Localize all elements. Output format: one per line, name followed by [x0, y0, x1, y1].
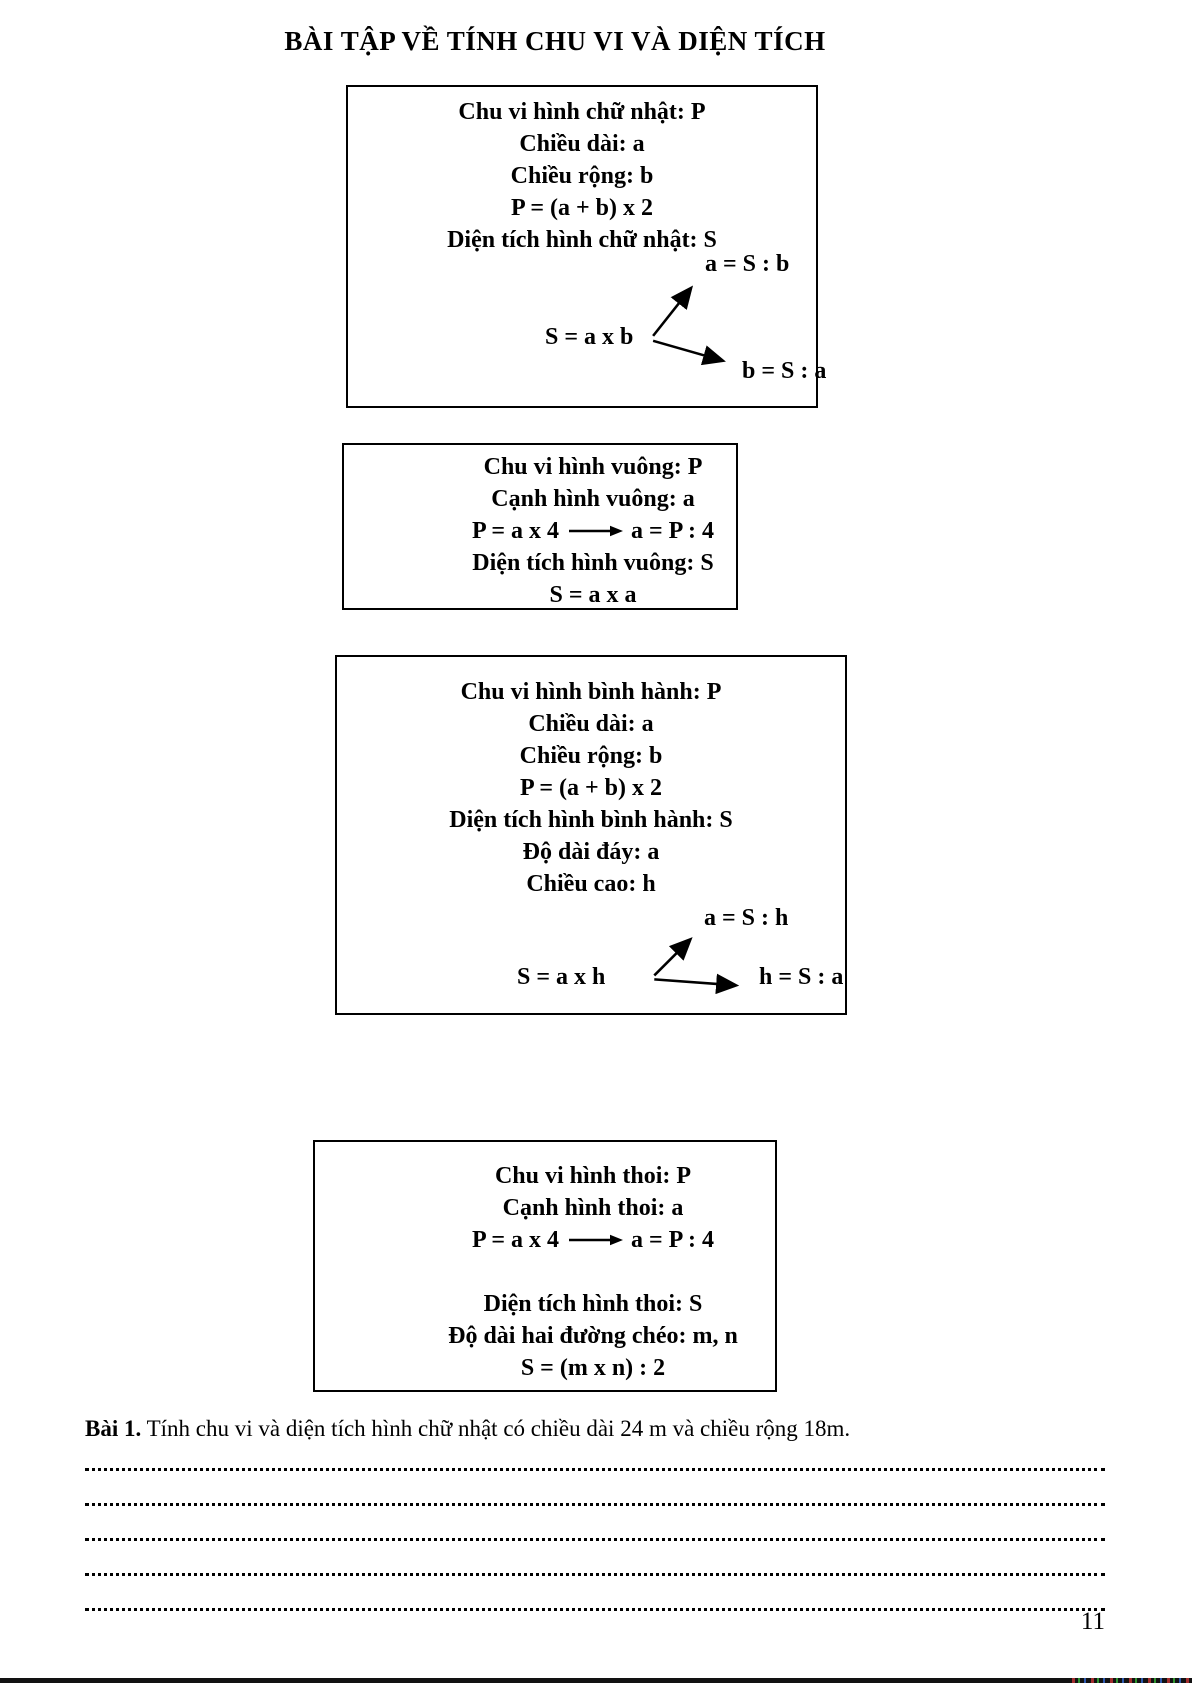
- para-base-line: Độ dài đáy: a: [522, 839, 660, 865]
- answer-line: [85, 1506, 1105, 1541]
- rect-derived-b-formula: b = S : a: [742, 358, 827, 384]
- answer-line: [85, 1576, 1105, 1611]
- rhombus-perimeter-formula-row: [411, 1224, 775, 1256]
- para-width-line: Chiều rộng: b: [519, 743, 663, 769]
- square-formula-left: P = a x 4: [471, 518, 559, 544]
- para-area-formula: S = a x h: [517, 964, 606, 990]
- rect-perimeter-formula: P = (a + b) x 2: [510, 195, 654, 221]
- para-area-title: Diện tích hình bình hành: S: [449, 807, 733, 833]
- page-number: 11: [1080, 1608, 1105, 1635]
- rect-area-title: Diện tích hình chữ nhật: S: [447, 227, 717, 253]
- rhombus-area-title: Diện tích hình thoi: S: [483, 1291, 703, 1317]
- rect-derived-a-formula: a = S : b: [705, 251, 790, 277]
- rhombus-area-formula: S = (m x n) : 2: [520, 1355, 666, 1381]
- rect-width-line: Chiều rộng: b: [510, 163, 654, 189]
- square-area-title: Diện tích hình vuông: S: [472, 550, 714, 576]
- rhombus-formula-box: [313, 1140, 777, 1392]
- rhombus-formula-right: a = P : 4: [631, 1227, 715, 1253]
- rhombus-formula-left: P = a x 4: [471, 1227, 559, 1253]
- exercise-1-text: Tính chu vi và diện tích hình chữ nhật có chiều dài 24 m và chiều rộng 18m.: [146, 1416, 851, 1441]
- para-derived-h-formula: h = S : a: [759, 964, 844, 990]
- parallelogram-formula-box: [335, 655, 847, 1015]
- answer-lines: [85, 1436, 1105, 1611]
- rhombus-diagonals-line: Độ dài hai đường chéo: m, n: [448, 1323, 738, 1349]
- rhombus-perimeter-title: Chu vi hình thoi: P: [494, 1163, 692, 1189]
- square-formula-box: [342, 443, 738, 610]
- para-length-line: Chiều dài: a: [528, 711, 654, 737]
- exercise-1-label: Bài 1.: [85, 1416, 142, 1441]
- right-arrow-icon: [567, 1232, 623, 1248]
- square-formula-right: a = P : 4: [631, 518, 715, 544]
- para-height-line: Chiều cao: h: [526, 871, 656, 897]
- rect-area-formula: S = a x b: [545, 324, 634, 350]
- para-derived-a-formula: a = S : h: [704, 905, 789, 931]
- rect-length-line: Chiều dài: a: [519, 131, 645, 157]
- right-arrow-icon: [567, 523, 623, 539]
- rectangle-formula-box: [346, 85, 827, 408]
- page-title: BÀI TẬP VỀ TÍNH CHU VI VÀ DIỆN TÍCH: [284, 26, 826, 56]
- square-side-line: Cạnh hình vuông: a: [491, 486, 695, 512]
- square-area-formula: S = a x a: [549, 582, 637, 608]
- answer-line: [85, 1436, 1105, 1471]
- rect-perimeter-title: Chu vi hình chữ nhật: P: [458, 99, 706, 125]
- square-perimeter-formula-row: [450, 515, 736, 547]
- scan-artifact-strip: [1072, 1678, 1192, 1683]
- square-perimeter-title: Chu vi hình vuông: P: [483, 454, 703, 480]
- rhombus-side-line: Cạnh hình thoi: a: [502, 1195, 684, 1221]
- para-perimeter-formula: P = (a + b) x 2: [519, 775, 663, 801]
- spacer: [411, 1256, 775, 1288]
- para-perimeter-title: Chu vi hình bình hành: P: [460, 679, 722, 705]
- answer-line: [85, 1541, 1105, 1576]
- answer-line: [85, 1471, 1105, 1506]
- bottom-scan-bar: [0, 1678, 1192, 1683]
